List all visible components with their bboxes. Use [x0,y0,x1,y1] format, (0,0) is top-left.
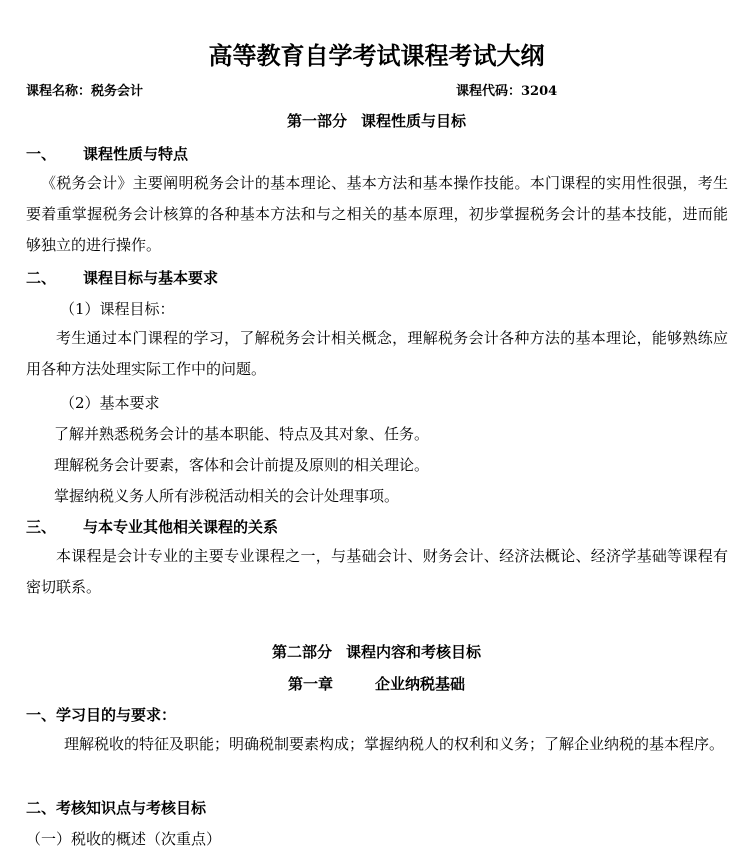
course-name: 课程名称：税务会计 [26,84,144,99]
requirement-item: 了解并熟悉税务会计的基本职能、特点及其对象、任务。 [54,425,430,443]
learning-goals-body: 理解税收的特征及职能；明确税制要素构成；掌握纳税人的权利和义务；了解企业纳税的基本程序。 [64,735,725,753]
section-one-number: 一、 [26,145,57,163]
chapter-one-title: 企业纳税基础 [375,675,466,693]
part-one-title: 课程性质与目标 [361,112,467,130]
section-three-title: 与本专业其他相关课程的关系 [83,518,279,536]
course-objective-body: 考生通过本门课程的学习，了解税务会计相关概念，理解税务会计各种方法的基本理论，能够熟练应用各种方法处理实际工作中的问题。 [26,329,728,378]
part-one-label: 第一部分 [286,112,347,130]
chapter-one-label: 第一章 [287,675,333,693]
learning-goals-heading: 一、学习目的与要求： [26,706,177,724]
assessment-points-heading: 二、考核知识点与考核目标 [26,799,207,817]
section-one-body: 《税务会计》主要阐明税务会计的基本理论、基本方法和基本操作技能。本门课程的实用性很强，考生要着重掌握税务会计核算的各种基本方法和与之相关的基本原理，初步掌握税务会计的基本技能，进而能够独立的进行操作。 [26,174,728,254]
section-two-heading [26,267,218,288]
chapter-one-heading [0,673,753,694]
knowledge-point-item: （一）税收的概述（次重点） [26,830,222,848]
section-three-number: 三、 [26,518,57,536]
course-code: 课程代码：3204 [456,84,558,99]
section-three-heading [26,516,278,537]
course-objective-heading: （1）课程目标： [60,300,175,318]
section-two-title: 课程目标与基本要求 [83,269,219,287]
part-two-title: 课程内容和考核目标 [346,643,482,661]
part-one-heading [0,110,753,131]
document-title: 高等教育自学考试课程考试大纲 [208,41,545,70]
section-two-number: 二、 [26,269,57,287]
section-one-title: 课程性质与特点 [83,145,189,163]
requirement-item: 掌握纳税义务人所有涉税活动相关的会计处理事项。 [54,487,400,505]
requirement-item: 理解税务会计要素，客体和会计前提及原则的相关理论。 [54,456,430,474]
basic-requirements-heading: （2）基本要求 [60,394,160,412]
section-one-heading [26,143,188,164]
part-two-heading [0,641,753,662]
part-two-label: 第二部分 [271,643,332,661]
section-three-body: 本课程是会计专业的主要专业课程之一，与基础会计、财务会计、经济法概论、经济学基础等课程有密切联系。 [26,547,728,596]
